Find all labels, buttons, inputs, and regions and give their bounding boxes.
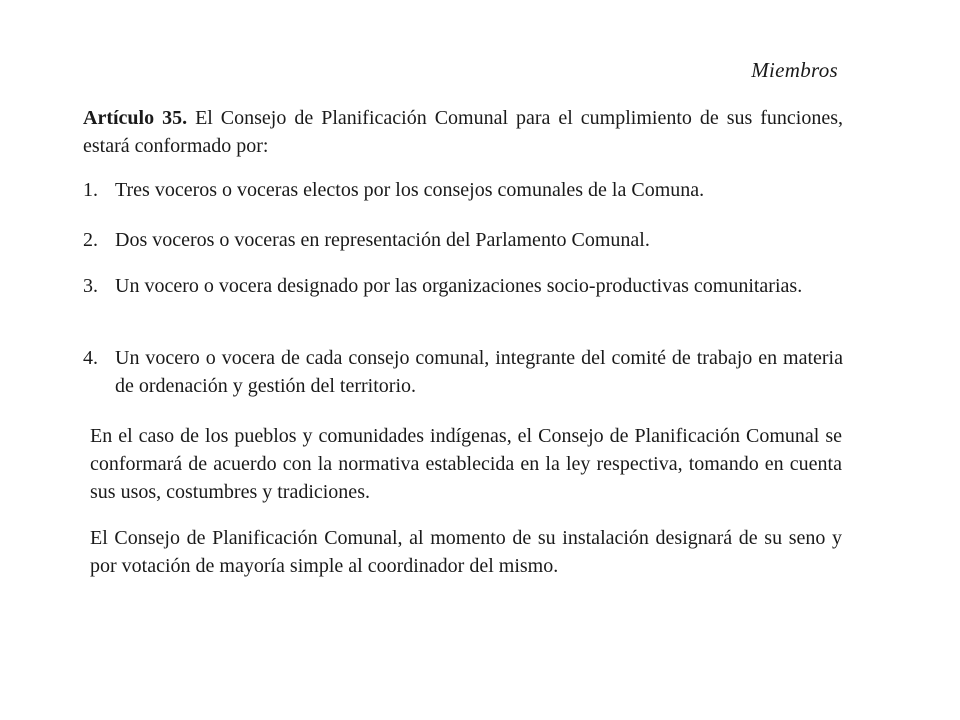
list-item [83,176,843,204]
list-item-text: Tres voceros o voceras electos por los consejos comunales de la Comuna. [115,179,705,201]
list-item-text: Un vocero o vocera designado por las organizaciones socio-productivas comunitarias. [115,275,803,297]
list-item-number: 1. [83,179,98,201]
indigenous-paragraph: En el caso de los pueblos y comunidades indígenas, el Consejo de Planificación Comunal se conformará de acuerdo con la normativa establecida en la ley respectiva, tomando en cuenta sus usos, costumbres y tradiciones. [90,425,842,503]
section-heading: Miembros [751,58,838,82]
coordinator-paragraph: El Consejo de Planificación Comunal, al momento de su instalación designará de su seno y por votación de mayoría simple al coordinador del mismo. [90,527,842,577]
list-item-number: 4. [83,347,98,369]
list-item-text: Un vocero o vocera de cada consejo comunal, integrante del comité de trabajo en materia de ordenación y gestión del territorio. [115,347,843,397]
article-paragraph [83,104,843,160]
article-label: Artículo 35. [83,107,188,129]
list-item-number: 2. [83,229,98,251]
list-item-text: Dos voceros o voceras en representación del Parlamento Comunal. [115,229,650,251]
list-item [83,226,843,254]
list-item [83,344,843,400]
article-text: El Consejo de Planificación Comunal para el cumplimiento de sus funciones, estará conformado por: [83,107,844,157]
list-item [83,272,843,300]
list-item-number: 3. [83,275,98,297]
